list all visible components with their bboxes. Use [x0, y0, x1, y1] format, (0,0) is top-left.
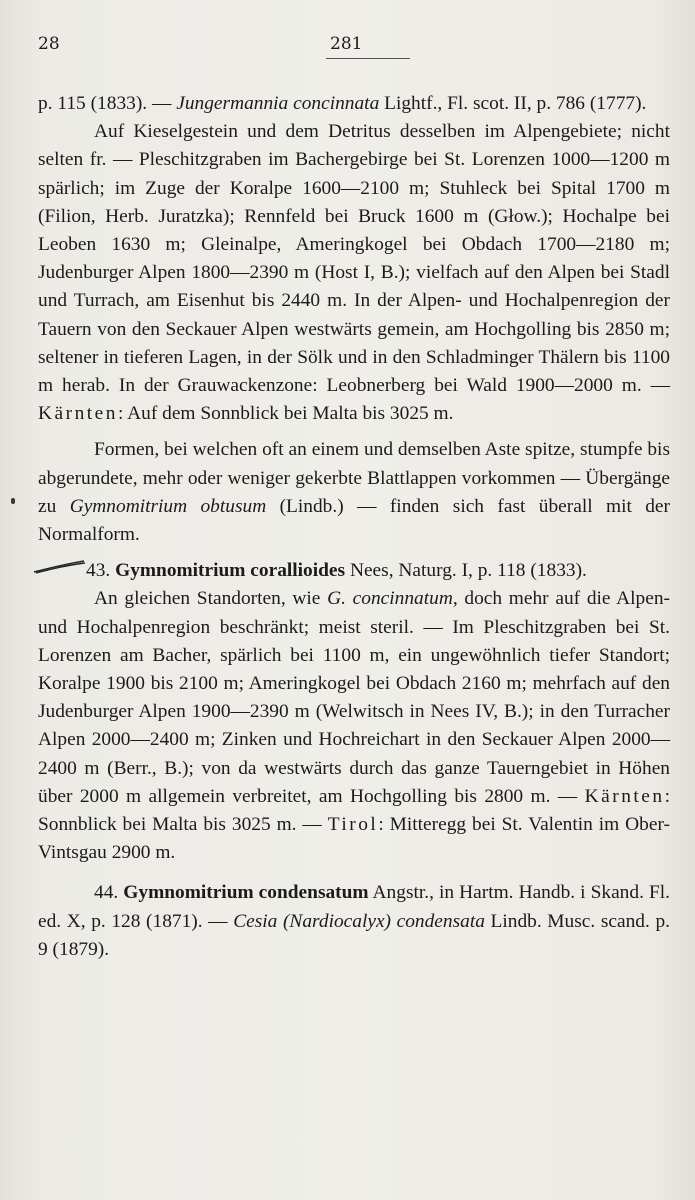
forms-paragraph: Formen, bei welchen oft an einem und demselben Aste spitze, stumpfe bis abgerundete, mehr oder weniger gekerbte Blattlappen vorkommen — Übergänge zu Gymnomitrium obtusum (Lindb.) — finden sich fast überall mit der Normalform.	[38, 439, 670, 546]
distribution-paragraph: An gleichen Standorten, wie G. concinnatum, doch mehr auf die Alpen- und Hochalpenregion beschränkt; meist steril. — Im Pleschitzgraben bei St. Lorenzen am Bacher, spärlich bei 1100 m, ein ungewöhnlich tiefer Standort; Koralpe 1900 bis 2100 m; Ameringkogel bei Obdach 2160 m; mehrfach auf den Judenburger Alpen 1900—2390 m (Welwitsch in Nees IV, B.); in den Turracher Alpen 2000—2400 m; Zinken und Hochreichart in den Seckauer Alpen 2000—2400 m (Berr., B.); von da westwärts durch das ganze Tauerngebiet in Höhen über 2000 m allgemein verbreitet, am Hochgolling bis 2800 m. — Kärnten: Sonnblick bei Malta bis 3025 m. — Tirol: Mitteregg bei St. Valentin im Ober-Vintsgau 2900 m.	[38, 588, 670, 864]
header-rule	[326, 58, 410, 59]
citation-paragraph: p. 115 (1833). — Jungermannia concinnata Lightf., Fl. scot. II, p. 786 (1777).	[38, 93, 647, 114]
handwritten-mark-icon	[32, 564, 86, 576]
page-header	[0, 34, 695, 60]
species-entry-44: 44. Gymnomitrium condensatum Angstr., in Hartm. Handb. i Skand. Fl. ed. X, p. 128 (1871). — Cesia (Nardiocalyx) condensata Lindb. Musc. scand. p. 9 (1879).	[38, 882, 670, 960]
paragraph-gap	[38, 428, 670, 436]
paragraph-gap	[38, 867, 670, 879]
margin-mark	[11, 498, 15, 504]
paragraph-gap	[38, 549, 670, 557]
page-number-left: 28	[38, 34, 60, 54]
page-number-center: 281	[330, 34, 363, 54]
species-entry-43: 43. Gymnomitrium corallioides Nees, Naturg. I, p. 118 (1833).	[38, 557, 670, 585]
document-body	[38, 90, 670, 964]
habitat-paragraph: Auf Kieselgestein und dem Detritus desselben im Alpengebiete; nicht selten fr. — Pleschitzgraben im Bachergebirge bei St. Lorenzen 1000—1200 m spärlich; im Zuge der Koralpe 1600—2100 m; Stuhleck bei Spital 1700 m (Filion, Herb. Juratzka); Rennfeld bei Bruck 1600 m (Głow.); Hochalpe bei Leoben 1630 m; Gleinalpe, Ameringkogel bei Obdach 1700—2180 m; Judenburger Alpen 1800—2390 m (Host I, B.); vielfach auf den Alpen bei Stadl und Turrach, am Eisenhut bis 2440 m. In der Alpen- und Hochalpenregion der Tauern von den Seckauer Alpen westwärts gemein, am Hochgolling bis 2850 m; seltener in tieferen Lagen, in der Sölk und in den Schladminger Thälern bis 1100 m herab. In der Grauwackenzone: Leobnerberg bei Wald 1900—2000 m. — Kärnten: Auf dem Sonnblick bei Malta bis 3025 m.	[38, 121, 670, 425]
